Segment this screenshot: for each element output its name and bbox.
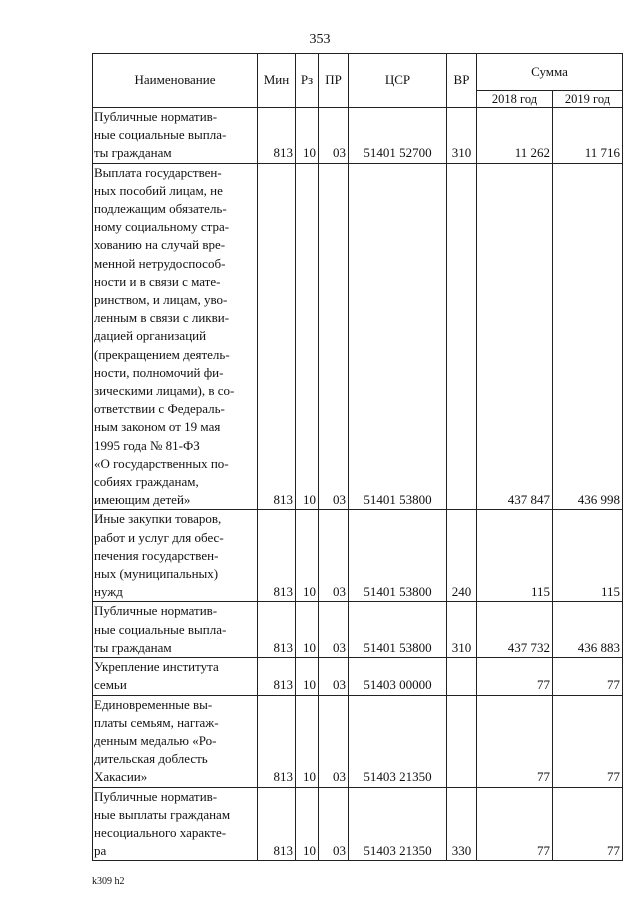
row-vr: 240	[447, 510, 477, 602]
row-min: 813	[258, 695, 296, 787]
table-row	[93, 658, 623, 695]
row-sum-2019: 77	[553, 658, 623, 695]
row-sum-2018: 115	[477, 510, 553, 602]
row-pr: 03	[319, 787, 349, 861]
row-vr: 310	[447, 602, 477, 658]
row-csr: 51403 21350	[349, 695, 447, 787]
row-sum-2018: 77	[477, 658, 553, 695]
table-row	[93, 695, 623, 787]
row-vr	[447, 163, 477, 510]
row-pr: 03	[319, 108, 349, 164]
row-pr: 03	[319, 163, 349, 510]
row-csr: 51401 53800	[349, 163, 447, 510]
row-sum-2018: 437 847	[477, 163, 553, 510]
row-vr: 310	[447, 108, 477, 164]
page-number: 353	[309, 32, 331, 47]
row-rz: 10	[296, 695, 319, 787]
row-name: Публичные норматив- ные социальные выпла- ты гражданам	[93, 602, 258, 658]
row-csr: 51403 21350	[349, 787, 447, 861]
header-vr: ВР	[447, 54, 477, 108]
row-csr: 51403 00000	[349, 658, 447, 695]
row-sum-2019: 436 998	[553, 163, 623, 510]
row-sum-2018: 77	[477, 695, 553, 787]
header-csr: ЦСР	[349, 54, 447, 108]
row-sum-2018: 11 262	[477, 108, 553, 164]
row-rz: 10	[296, 510, 319, 602]
row-min: 813	[258, 787, 296, 861]
row-rz: 10	[296, 108, 319, 164]
row-sum-2018: 77	[477, 787, 553, 861]
row-csr: 51401 53800	[349, 510, 447, 602]
row-name: Укрепление института семьи	[93, 658, 258, 695]
table-row	[93, 602, 623, 658]
table-row	[93, 787, 623, 861]
header-rz: Рз	[296, 54, 319, 108]
row-vr: 330	[447, 787, 477, 861]
row-rz: 10	[296, 658, 319, 695]
row-min: 813	[258, 108, 296, 164]
row-name: Выплата государствен- ных пособий лицам, не подлежащим обязатель- ному социальному стра- хованию на случай вре- менной нетрудоспособ- ности и в связи с мате- ринством, и лицам, уво- ленным в связи с ликви- дацией организаций (прекращением деятель- ности, полномочий фи- зическими лицами), в со- ответствии с Федераль- ным законом от 19 мая 1995 года № 81-ФЗ «О государственных по- собиях гражданам, имеющим детей»	[93, 163, 258, 510]
row-sum-2019: 115	[553, 510, 623, 602]
row-name: Единовременные вы- платы семьям, нагraж- денным медалью «Ро- дительская доблесть Хакасии»	[93, 695, 258, 787]
row-sum-2018: 437 732	[477, 602, 553, 658]
row-min: 813	[258, 510, 296, 602]
row-name: Иные закупки товаров, работ и услуг для обес- печения государствен- ных (муниципальных) нужд	[93, 510, 258, 602]
row-min: 813	[258, 658, 296, 695]
row-csr: 51401 52700	[349, 108, 447, 164]
row-rz: 10	[296, 602, 319, 658]
row-name: Публичные норматив- ные выплаты гражданам несоциального характе- ра	[93, 787, 258, 861]
table-row	[93, 108, 623, 164]
table-row	[93, 163, 623, 510]
row-pr: 03	[319, 658, 349, 695]
header-name: Наименование	[93, 54, 258, 108]
row-vr	[447, 695, 477, 787]
footer-code: k309 h2	[92, 876, 125, 887]
header-min: Мин	[258, 54, 296, 108]
row-vr	[447, 658, 477, 695]
row-min: 813	[258, 602, 296, 658]
header-pr: ПР	[319, 54, 349, 108]
row-rz: 10	[296, 163, 319, 510]
row-sum-2019: 77	[553, 787, 623, 861]
budget-table	[92, 53, 623, 861]
table-row	[93, 510, 623, 602]
row-pr: 03	[319, 695, 349, 787]
header-year-2018: 2018 год	[477, 91, 553, 108]
row-min: 813	[258, 163, 296, 510]
row-sum-2019: 436 883	[553, 602, 623, 658]
header-sum: Сумма	[477, 54, 623, 91]
row-sum-2019: 11 716	[553, 108, 623, 164]
row-sum-2019: 77	[553, 695, 623, 787]
row-pr: 03	[319, 602, 349, 658]
row-pr: 03	[319, 510, 349, 602]
row-rz: 10	[296, 787, 319, 861]
row-csr: 51401 53800	[349, 602, 447, 658]
header-year-2019: 2019 год	[553, 91, 623, 108]
row-name: Публичные норматив- ные социальные выпла- ты гражданам	[93, 108, 258, 164]
